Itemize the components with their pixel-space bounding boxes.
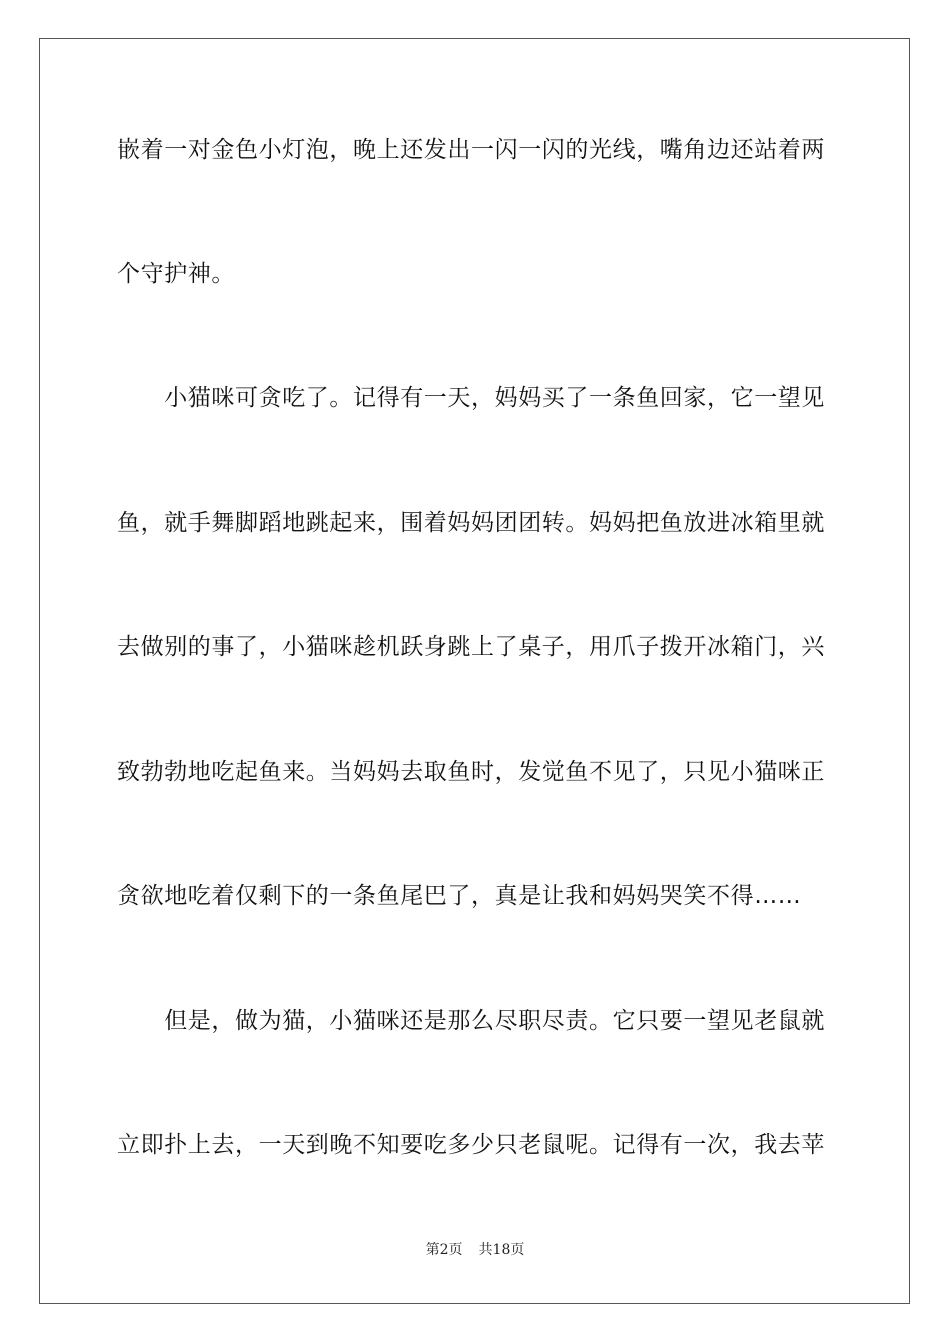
page-number: 第2页 (425, 1242, 463, 1258)
page-border (39, 38, 910, 1304)
text-line: 鱼，就手舞脚蹈地跳起来，围着妈妈团团转。妈妈把鱼放进冰箱里就 (117, 510, 825, 536)
text-line: 个守护神。 (117, 261, 235, 287)
text-line: 立即扑上去，一天到晚不知要吃多少只老鼠呢。记得有一次，我去苹 (117, 1132, 825, 1158)
page-total: 共18页 (478, 1242, 525, 1258)
text-line: 去做别的事了，小猫咪趁机跃身跳上了桌子，用爪子拨开冰箱门，兴 (117, 634, 825, 660)
text-line: 贪欲地吃着仅剩下的一条鱼尾巴了，真是让我和妈妈哭笑不得…… (117, 883, 802, 909)
text-line: 小猫咪可贪吃了。记得有一天，妈妈买了一条鱼回家，它一望见 (117, 385, 825, 411)
text-line: 致勃勃地吃起鱼来。当妈妈去取鱼时，发觉鱼不见了，只见小猫咪正 (117, 759, 825, 785)
page-footer (0, 1240, 950, 1260)
text-line: 嵌着一对金色小灯泡，晚上还发出一闪一闪的光线，嘴角边还站着两 (117, 137, 825, 163)
text-line: 但是，做为猫，小猫咪还是那么尽职尽责。它只要一望见老鼠就 (117, 1008, 825, 1034)
